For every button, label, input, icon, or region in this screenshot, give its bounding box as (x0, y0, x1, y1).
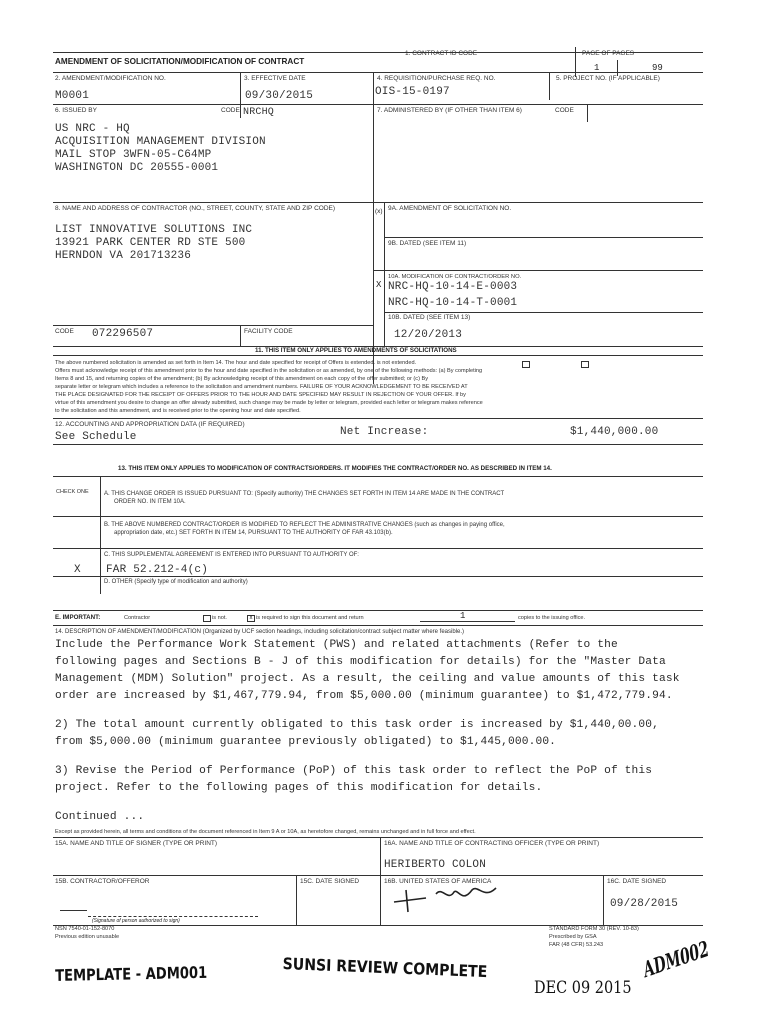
contracting-officer-name: HERIBERTO COLON (384, 859, 487, 871)
is-not-text: is not. (212, 615, 227, 621)
address-line: MAIL STOP 3WFN-05-C64MP (55, 149, 212, 161)
block15b-label: 15B. CONTRACTOR/OFFEROR (55, 878, 150, 885)
rule (53, 516, 703, 517)
block5-label: 5. PROJECT NO. (IF APPLICABLE) (556, 75, 660, 82)
date-stamp: DEC 09 2015 (534, 978, 632, 998)
block16c-label: 16C. DATE SIGNED (607, 878, 667, 885)
block8-label: 8. NAME AND ADDRESS OF CONTRACTOR (NO., STREET, COUNTY, STATE AND ZIP CODE) (55, 205, 336, 212)
block13a-line: A. THIS CHANGE ORDER IS ISSUED PURSUANT TO: (Specify authority) THE CHANGES SET FORTH IN ITEM 14 ARE MADE IN THE CONTRACT (104, 491, 505, 497)
template-stamp: TEMPLATE - ADM001 (55, 962, 208, 985)
address-line: US NRC - HQ (55, 123, 130, 135)
footer-standard-form: STANDARD FORM 30 (REV. 10-83) (549, 926, 639, 932)
amendment-number: M0001 (55, 90, 90, 102)
is-not-checkbox[interactable] (203, 615, 211, 622)
rule (53, 610, 703, 611)
block6-code-label: CODE (221, 107, 240, 114)
description-line: order are increased by $1,467,779.94, from $5,000.00 (minimum guarantee) to $1,472,779.94. (55, 690, 673, 702)
rule (53, 548, 703, 549)
page-number: 1 (594, 63, 600, 73)
modification-order-number: NRC-HQ-10-14-T-0001 (388, 297, 518, 309)
rule (384, 202, 385, 346)
description-line: 2) The total amount currently obligated to this task order is increased by $1,440,00.00, (55, 719, 659, 731)
rule (373, 72, 374, 384)
footer-nsn: NSN 7540-01-152-8070 (55, 926, 115, 932)
block10-mark: X (376, 280, 382, 290)
block11-line: virtue of this amendment you desire to change an offer already submitted, such change may be made by letter or telegram, provided each letter or telegram makes reference (55, 400, 483, 406)
block14-footer: Except as provided herein, all terms and conditions of the document referenced in Item 9 A or 10A, as heretofore changed, remains unchanged and in full force and effect. (55, 829, 476, 835)
contracting-officer-signature (388, 876, 518, 916)
page-total: 99 (652, 63, 663, 73)
rule (53, 625, 703, 626)
is-required-text: is required to sign this document and return (256, 615, 364, 621)
requisition-number: OIS-15-0197 (375, 86, 450, 98)
block9b-label: 9B. DATED (SEE ITEM 11) (388, 240, 467, 247)
rule (53, 576, 703, 577)
net-increase-value: $1,440,000.00 (570, 426, 659, 438)
footer-far: FAR (48 CFR) 53.243 (549, 942, 604, 948)
address-line: ACQUISITION MANAGEMENT DIVISION (55, 136, 266, 148)
check-one-label: CHECK ONE (56, 489, 89, 495)
contract-id-label: 1. CONTRACT ID CODE (405, 50, 478, 57)
block7-code-label: CODE (555, 107, 574, 114)
contractor-line: 13921 PARK CENTER RD STE 500 (55, 237, 246, 249)
rule (53, 355, 703, 356)
block10b-label: 10B. DATED (SEE ITEM 13) (388, 314, 471, 321)
block13d-line: D. OTHER (Specify type of modification and authority) (104, 579, 248, 585)
block11-line: THE PLACE DESIGNATED FOR THE RECEIPT OF OFFERS PRIOR TO THE HOUR AND DATE SPECIFIED MAY RESULT IN REJECTION OF YOUR OFFER. If by (55, 392, 466, 398)
contractor-code: 072296507 (92, 328, 154, 340)
effective-date: 09/30/2015 (245, 90, 314, 102)
rule (617, 60, 618, 76)
block12-label: 12. ACCOUNTING AND APPROPRIATION DATA (IF REQUIRED) (55, 421, 245, 428)
block3-label: 3. EFFECTIVE DATE (244, 75, 306, 82)
rule (384, 237, 703, 238)
copies-count: 1 (460, 611, 466, 621)
block13a-line: ORDER NO. IN ITEM 10A. (114, 499, 186, 505)
description-line: Continued ... (55, 811, 145, 823)
block11-line: Items 8 and 15, and returning copies of the amendment; (b) By acknowledging receipt of this amendment on each copy of the offer submitted; or (c) By (55, 376, 429, 382)
signature-note: (Signature of person authorized to sign) (92, 918, 180, 924)
rule (88, 916, 258, 917)
rule (603, 875, 604, 925)
block2-label: 2. AMENDMENT/MODIFICATION NO. (55, 75, 166, 82)
rule (53, 202, 703, 203)
officer-date-signed: 09/28/2015 (610, 898, 679, 910)
block16b-label: 16B. UNITED STATES OF AMERICA (384, 878, 492, 885)
contractor-line: LIST INNOVATIVE SOLUTIONS INC (55, 224, 253, 236)
is-not-extended-checkbox[interactable] (581, 361, 589, 368)
accounting-data: See Schedule (55, 431, 137, 443)
issued-by-code: NRCHQ (243, 107, 275, 118)
net-increase-label: Net Increase: (340, 426, 429, 438)
description-line: Management (MDM) Solution" project. As a result, the ceiling and value amounts of this task (55, 673, 680, 685)
rule (53, 875, 703, 876)
block6-label: 6. ISSUED BY (55, 107, 97, 114)
address-line: WASHINGTON DC 20555-0001 (55, 162, 219, 174)
contractor-code-label: CODE (55, 328, 74, 335)
rule (240, 72, 241, 118)
rule (587, 104, 588, 122)
rule (53, 476, 703, 477)
description-line: 3) Revise the Period of Performance (PoP) of this task order to reflect the PoP of this (55, 765, 653, 777)
sunsi-review-stamp: SUNSI REVIEW COMPLETE (282, 954, 488, 982)
block11-line: The above numbered solicitation is amended as set forth in Item 14. The hour and date specified for receipt of Offers is extended. is not extended. (55, 360, 417, 366)
rule (53, 104, 703, 105)
block13b-line: B. THE ABOVE NUMBERED CONTRACT/ORDER IS MODIFIED TO REFLECT THE ADMINISTRATIVE CHANGES (such as changes in paying office, (104, 522, 505, 528)
rule (53, 325, 373, 326)
block15c-label: 15C. DATE SIGNED (300, 878, 360, 885)
description-line: Include the Performance Work Statement (PWS) and related attachments (Refer to the (55, 639, 618, 651)
block4-label: 4. REQUISITION/PURCHASE REQ. NO. (377, 75, 496, 82)
block7-label: 7. ADMINISTERED BY (IF OTHER THAN ITEM 6) (377, 107, 522, 114)
block11-line: Offers must acknowledge receipt of this amendment prior to the hour and date specified in the solicitation or as amended, by one of the following methods: (a) By completing (55, 368, 483, 374)
footer-prescribed: Prescribed by GSA (549, 934, 597, 940)
adm-handwritten-code: ADM002 (642, 935, 710, 984)
contractor-line: HERNDON VA 201713236 (55, 250, 192, 262)
modification-dated: 12/20/2013 (394, 329, 463, 341)
block13b-line: appropriation date, etc.) SET FORTH IN ITEM 14, PURSUANT TO THE AUTHORITY OF FAR 43.103(b). (114, 530, 393, 536)
rule (53, 72, 703, 73)
rule (53, 418, 703, 419)
facility-code-label: FACILITY CODE (244, 328, 293, 335)
rule (60, 910, 87, 911)
rule (373, 270, 703, 271)
block10a-label: 10A. MODIFICATION OF CONTRACT/ORDER NO. (388, 274, 522, 280)
is-extended-checkbox[interactable] (522, 361, 530, 368)
block15a-label: 15A. NAME AND TITLE OF SIGNER (TYPE OR PRINT) (55, 840, 218, 847)
rule (53, 444, 703, 445)
rule (240, 325, 241, 346)
description-line: project. Refer to the following pages of this modification for details. (55, 782, 543, 794)
modification-contract-number: NRC-HQ-10-14-E-0003 (388, 281, 518, 293)
block9a-label: 9A. AMENDMENT OF SOLICITATION NO. (388, 205, 512, 212)
contractor-text: Contractor (124, 615, 151, 621)
block13c-line: C. THIS SUPPLEMENTAL AGREEMENT IS ENTERED INTO PURSUANT TO AUTHORITY OF: (104, 552, 359, 558)
block13c-mark: X (74, 564, 81, 576)
rule (384, 312, 703, 313)
rule (53, 837, 703, 838)
block16a-label: 16A. NAME AND TITLE OF CONTRACTING OFFICER (TYPE OR PRINT) (384, 840, 600, 847)
supplemental-authority: FAR 52.212-4(c) (106, 564, 209, 576)
block13-header: 13. THIS ITEM ONLY APPLIES TO MODIFICATION OF CONTRACTS/ORDERS. IT MODIFIES THE CONTRACT/ORDER NO. AS DESCRIBED IN ITEM 14. (118, 465, 552, 472)
form-title: AMENDMENT OF SOLICITATION/MODIFICATION OF CONTRACT (55, 57, 305, 66)
page-of-pages-label: PAGE OF PAGES (582, 50, 635, 57)
important-label: E. IMPORTANT: (55, 614, 101, 621)
block11-line: to the solicitation and this amendment, and is received prior to the opening hour and date specified. (55, 408, 301, 414)
rule (380, 837, 381, 925)
block9-mark: (x) (375, 208, 383, 215)
block11-line: separate letter or telegram which includes a reference to the solicitation and amendment numbers. FAILURE OF YOUR ACKNOWLEDGEMENT TO BE RECEIVED AT (55, 384, 468, 390)
description-line: following pages and Sections B - J of this modification for details) for the "Master Data (55, 656, 666, 668)
description-line: from $5,000.00 (minimum guarantee previously obligated) to $1,445,000.00. (55, 736, 557, 748)
rule (296, 875, 297, 925)
footer-previous: Previous edition unusable (55, 934, 120, 940)
rule (420, 621, 515, 622)
block11-header: 11. THIS ITEM ONLY APPLIES TO AMENDMENTS OF SOLICITATIONS (255, 347, 457, 354)
is-required-checkbox[interactable]: x (247, 615, 255, 622)
copies-text: copies to the issuing office. (518, 615, 586, 621)
block14-label: 14. DESCRIPTION OF AMENDMENT/MODIFICATION (Organized by UCF section headings, including solicitation/contract subject matter where feasible.) (55, 629, 465, 635)
rule (549, 72, 550, 100)
